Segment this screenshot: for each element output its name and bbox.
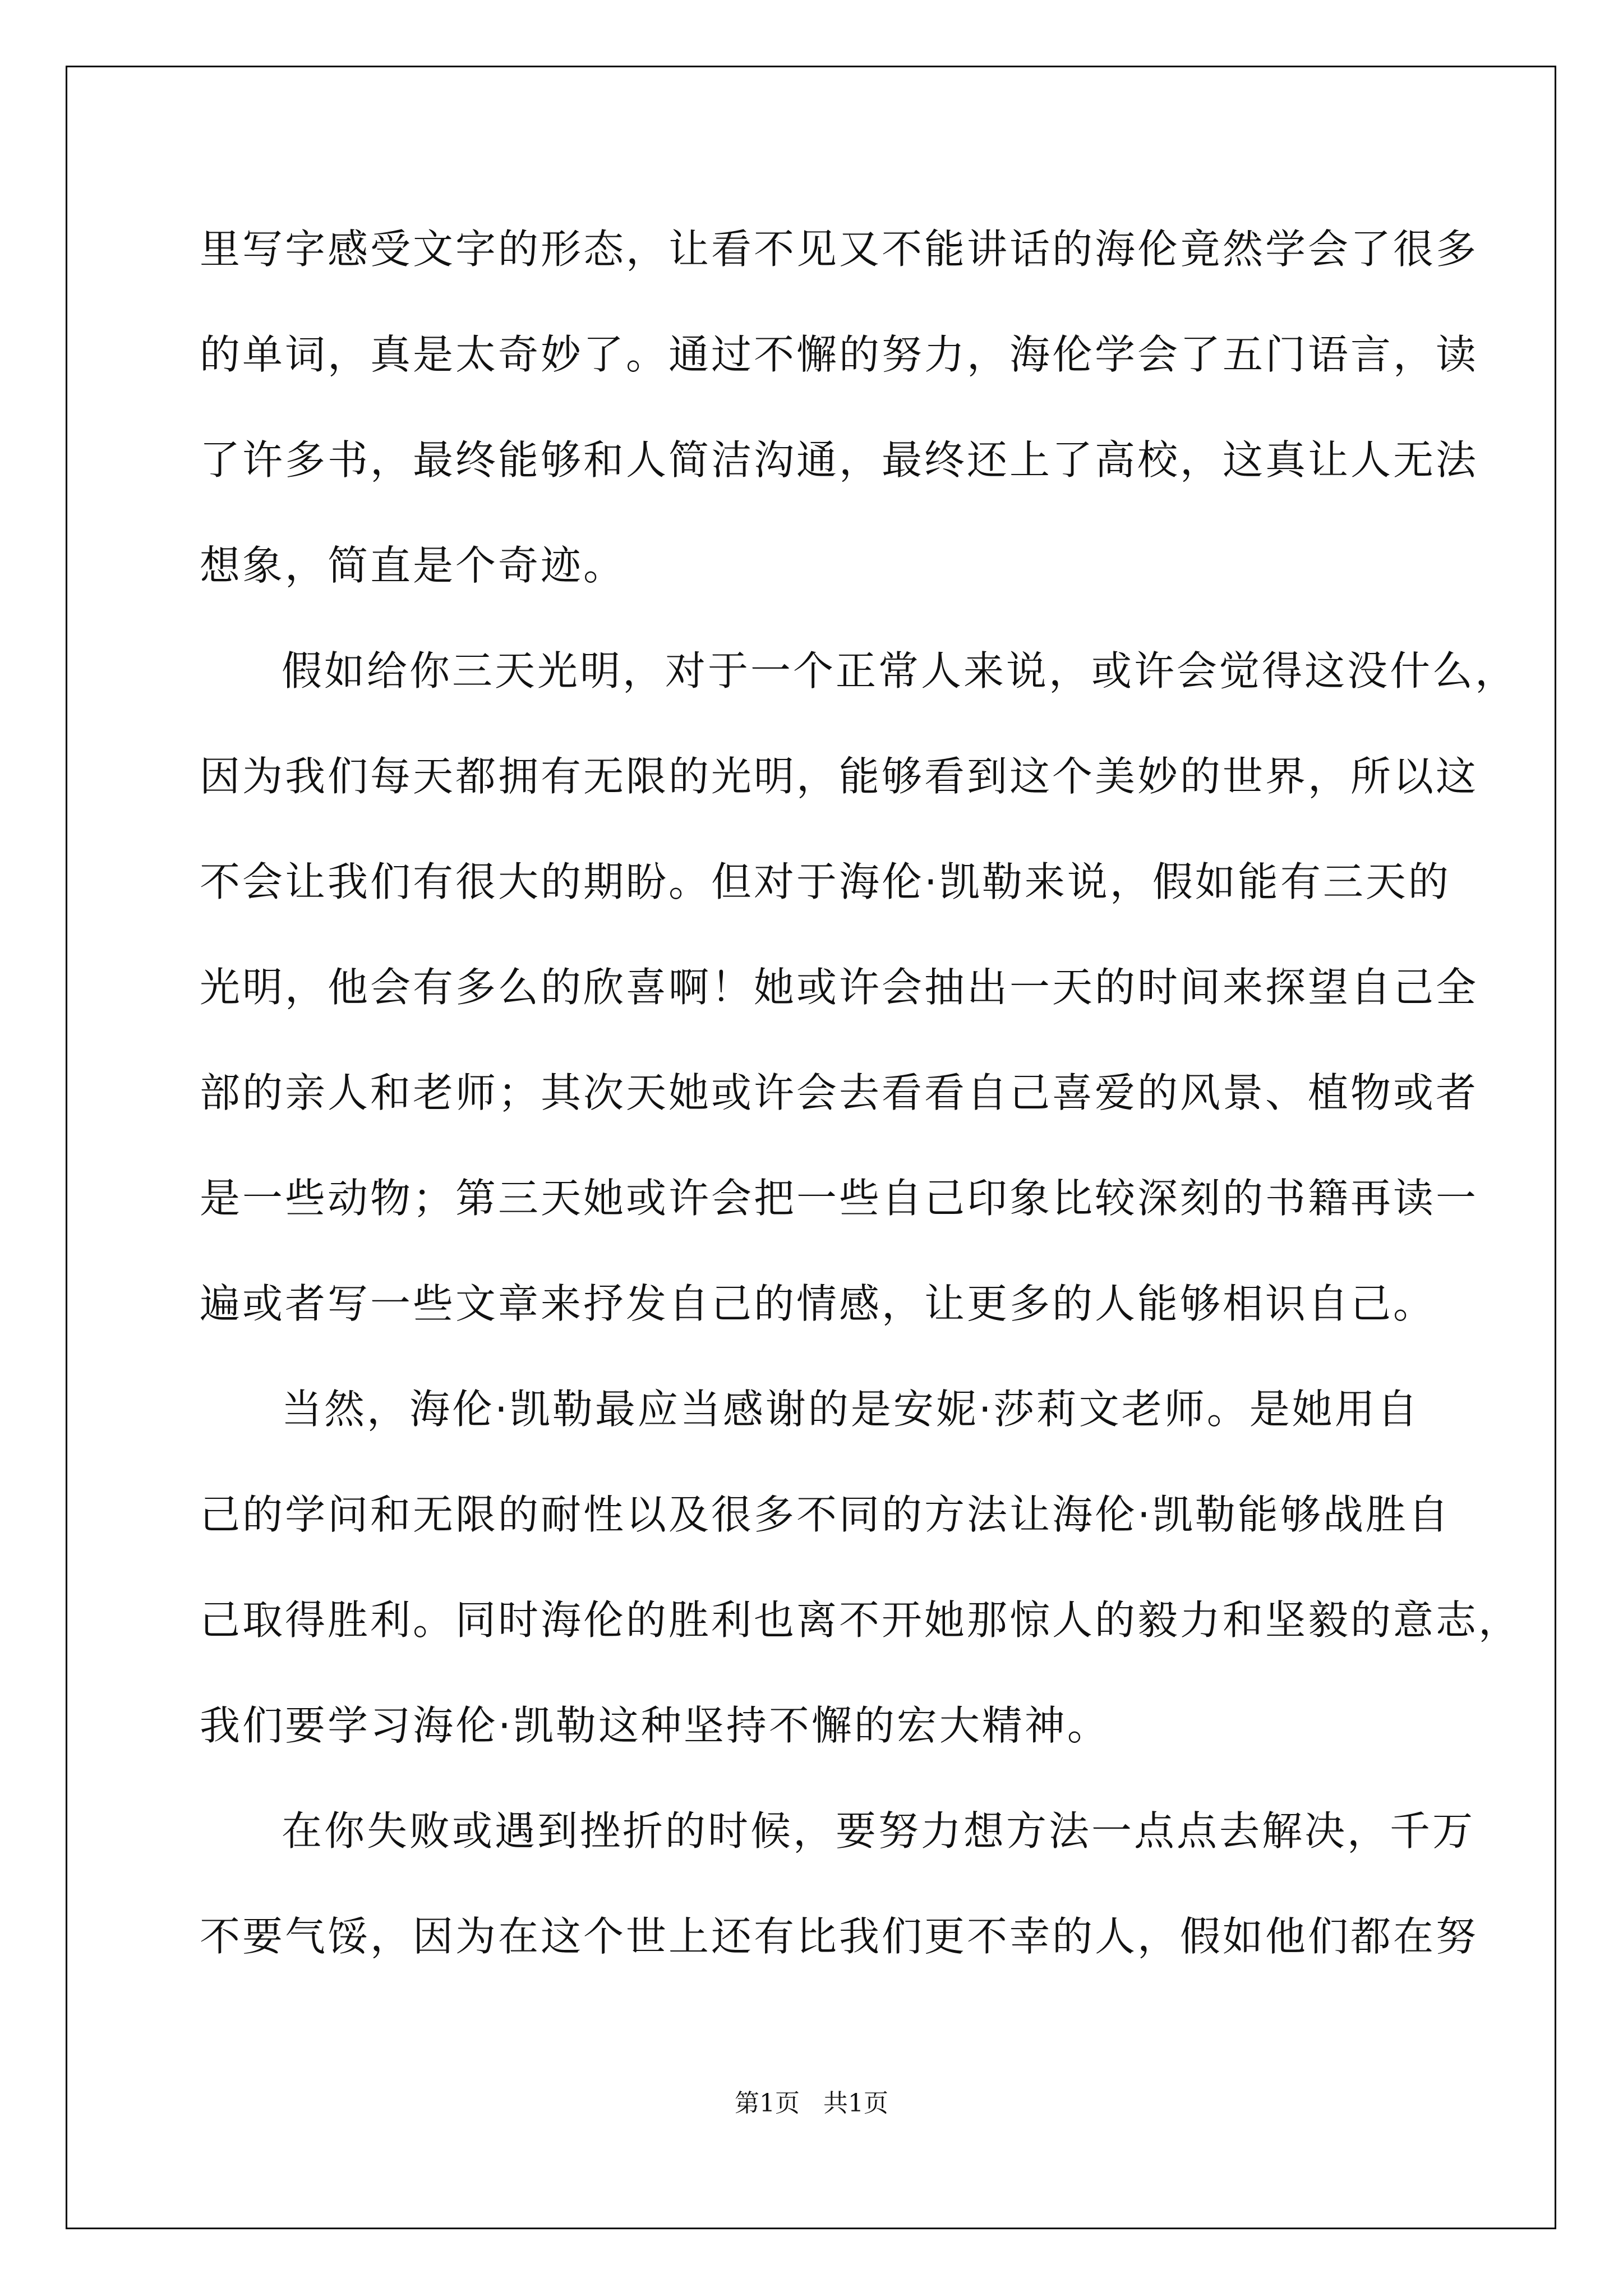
- text-line: 因为我们每天都拥有无限的光明，能够看到这个美妙的世界，所以这: [200, 753, 1479, 800]
- text-line: 部的亲人和老师；其次天她或许会去看看自己喜爱的风景、植物或者: [200, 1069, 1479, 1116]
- text-line: 了许多书，最终能够和人简洁沟通，最终还上了高校，这真让人无法: [200, 436, 1479, 484]
- page-number: 第1页: [735, 2089, 800, 2118]
- page-total: 共1页: [823, 2089, 888, 2118]
- text-line: 的单词，真是太奇妙了。通过不懈的努力，海伦学会了五门语言，读: [200, 331, 1479, 378]
- text-line: 我们要学习海伦·凯勒这种坚持不懈的宏大精神。: [200, 1702, 1110, 1749]
- text-line: 不要气馁，因为在这个世上还有比我们更不幸的人，假如他们都在努: [200, 1913, 1479, 1960]
- text-line: 是一些动物；第三天她或许会把一些自己印象比较深刻的书籍再读一: [200, 1175, 1479, 1222]
- text-line: 光明，他会有多么的欣喜啊！她或许会抽出一天的时间来探望自己全: [200, 964, 1479, 1011]
- text-line: 里写字感受文字的形态，让看不见又不能讲话的海伦竟然学会了很多: [200, 226, 1479, 273]
- page-border: [66, 66, 1556, 2229]
- page-footer: [0, 2087, 1623, 2120]
- paragraph-first-line: 假如给你三天光明，对于一个正常人来说，或许会觉得这没什么，: [282, 647, 1518, 694]
- paragraph-first-line: 在你失败或遇到挫折的时候，要努力想方法一点点去解决，千万: [282, 1807, 1476, 1855]
- text-line: 遍或者写一些文章来抒发自己的情感，让更多的人能够相识自己。: [200, 1280, 1436, 1327]
- text-line: 想象，简直是个奇迹。: [200, 542, 626, 589]
- text-line: 己的学问和无限的耐性以及很多不同的方法让海伦·凯勒能够战胜自: [200, 1491, 1451, 1538]
- text-line: 不会让我们有很大的期盼。但对于海伦·凯勒来说，假如能有三天的: [200, 858, 1451, 905]
- paragraph-first-line: 当然，海伦·凯勒最应当感谢的是安妮·莎莉文老师。是她用自: [282, 1386, 1420, 1433]
- text-line: 己取得胜利。同时海伦的胜利也离不开她那惊人的毅力和坚毅的意志，: [200, 1596, 1521, 1644]
